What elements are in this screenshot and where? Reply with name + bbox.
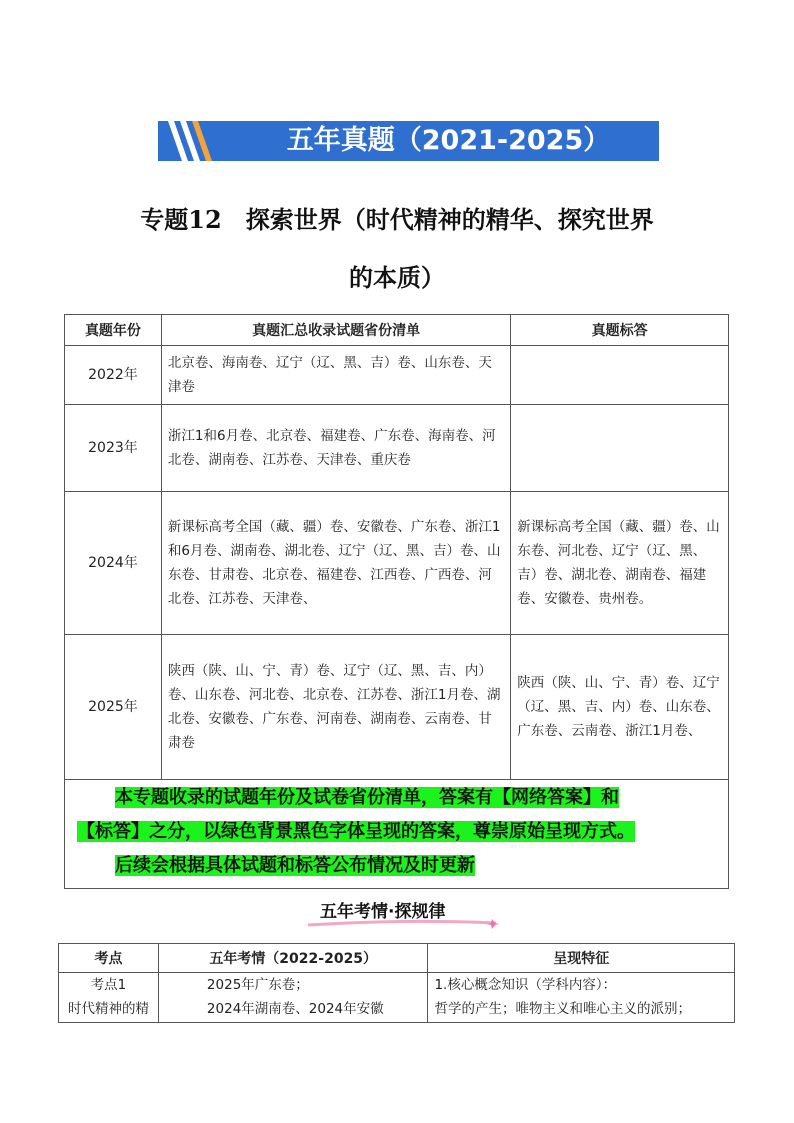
features-line1: 1.核心概念知识（学科内容）： xyxy=(434,977,617,993)
province-list-cell: 北京卷、海南卷、辽宁（辽、黑、吉）卷、山东卷、天津卷 xyxy=(161,346,510,405)
exam-overview-table xyxy=(58,943,735,1023)
summary-table xyxy=(64,314,729,889)
banner-stripes-decoration xyxy=(158,121,228,161)
province-list-cell: 陕西（陕、山、宁、青）卷、辽宁（辽、黑、吉、内）卷、山东卷、河北卷、北京卷、江苏卷、浙江1月卷、湖北卷、安徽卷、广东卷、河南卷、湖南卷、云南卷、甘肃卷 xyxy=(161,635,510,780)
pink-underline-decoration xyxy=(306,917,502,929)
section-heading xyxy=(300,897,500,927)
point-line2: 时代精神的精 xyxy=(67,1001,149,1017)
note-line2: 【标答】之分，以绿色背景黑色字体呈现的答案，尊崇原始呈现方式。 xyxy=(77,821,635,842)
note-row xyxy=(65,780,729,889)
table-row xyxy=(65,635,729,780)
topic-title-line2: 的本质） xyxy=(349,263,445,292)
point-line1: 考点1 xyxy=(90,977,127,993)
table-header-row xyxy=(59,944,735,973)
header-list: 真题汇总收录试题省份清单 xyxy=(161,315,510,346)
title-banner xyxy=(158,121,659,161)
year-cell: 2025年 xyxy=(65,635,162,780)
section-title: 五年考情·探规律 xyxy=(320,902,446,922)
header-features: 呈现特征 xyxy=(428,944,735,973)
header-answer: 真题标答 xyxy=(511,315,729,346)
answer-cell xyxy=(511,346,729,405)
note-line1: 本专题收录的试题年份及试卷省份清单，答案有【网络答案】和 xyxy=(115,787,619,808)
answer-cell: 陕西（陕、山、宁、青）卷、辽宁（辽、黑、吉、内）卷、山东卷、广东卷、云南卷、浙江1月卷、 xyxy=(511,635,729,780)
note-line3: 后续会根据具体试题和标答公布情况及时更新 xyxy=(115,855,475,876)
topic-title-line1: 专题12 探索世界（时代精神的精华、探究世界 xyxy=(140,205,654,234)
point-cell xyxy=(59,973,159,1023)
header-point: 考点 xyxy=(59,944,159,973)
years-line1: 2025年广东卷； xyxy=(206,977,309,993)
year-cell: 2022年 xyxy=(65,346,162,405)
answer-cell: 新课标高考全国（藏、疆）卷、山东卷、河北卷、辽宁（辽、黑、吉）卷、湖北卷、湖南卷、福建卷、安徽卷、贵州卷。 xyxy=(511,492,729,635)
year-cell: 2024年 xyxy=(65,492,162,635)
features-line2: 哲学的产生；唯物主义和唯心主义的派别； xyxy=(434,1001,691,1017)
province-list-cell: 浙江1和6月卷、北京卷、福建卷、广东卷、海南卷、河北卷、湖南卷、江苏卷、天津卷、重庆卷 xyxy=(161,405,510,492)
years-line2: 2024年湖南卷、2024年安徽 xyxy=(206,1001,384,1017)
table-row xyxy=(65,405,729,492)
table-header-row xyxy=(65,315,729,346)
answer-cell xyxy=(511,405,729,492)
table-row xyxy=(65,346,729,405)
features-cell xyxy=(428,973,735,1023)
banner-title: 五年真题（2021-2025） xyxy=(286,125,611,156)
header-year: 真题年份 xyxy=(65,315,162,346)
header-years: 五年考情（2022-2025） xyxy=(158,944,428,973)
province-list-cell: 新课标高考全国（藏、疆）卷、安徽卷、广东卷、浙江1和6月卷、湖南卷、湖北卷、辽宁（辽、黑、吉）卷、山东卷、甘肃卷、北京卷、福建卷、江西卷、广西卷、河北卷、江苏卷、天津卷、 xyxy=(161,492,510,635)
table-row xyxy=(65,492,729,635)
table-row xyxy=(59,973,735,1023)
note-cell xyxy=(65,780,729,889)
year-cell: 2023年 xyxy=(65,405,162,492)
years-cell xyxy=(158,973,428,1023)
